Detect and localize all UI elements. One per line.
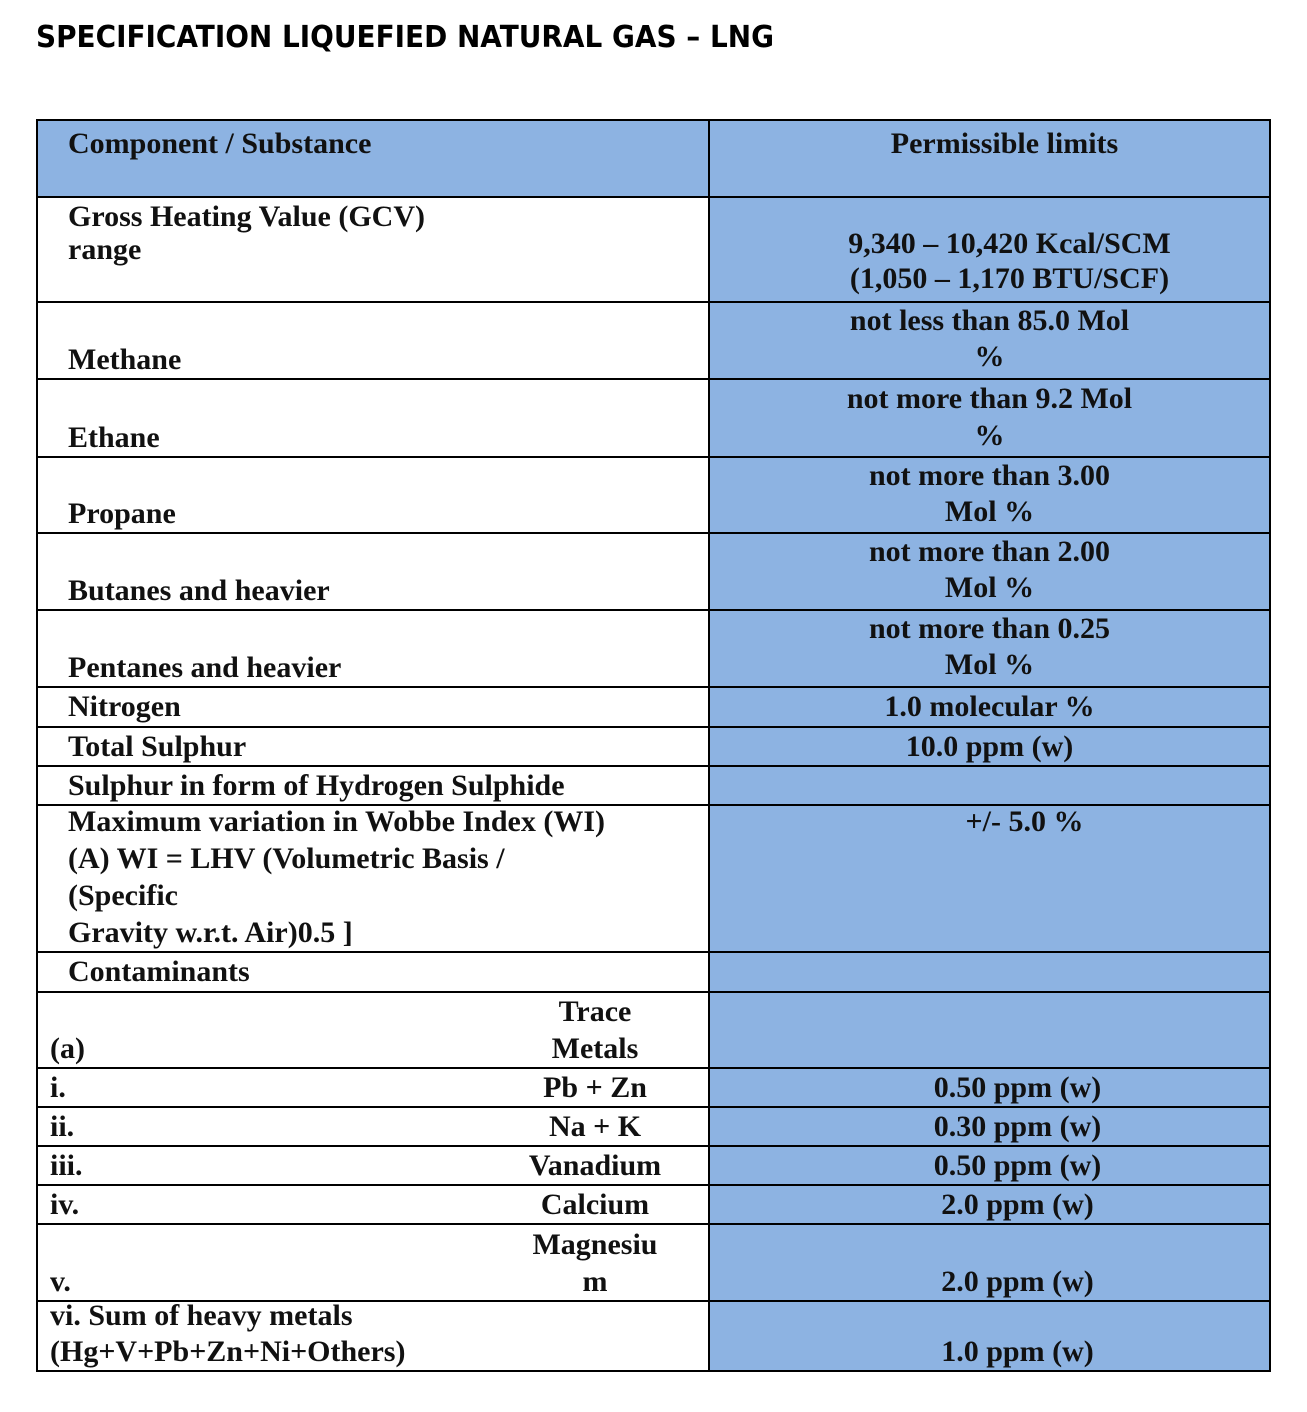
metal-label-cell (37, 1146, 709, 1185)
metal-value-cell (709, 1068, 1270, 1107)
pentanes-value-line1: not more than 0.25 (868, 612, 1111, 645)
metal-name: Pb + Zn (543, 1071, 647, 1104)
table-row (37, 1185, 1270, 1224)
metal-value: 2.0 ppm (w) (941, 1188, 1094, 1221)
magnesium-num: v. (50, 1265, 71, 1298)
butanes-label: Butanes and heavier (68, 574, 330, 607)
nitrogen-value: 1.0 molecular % (884, 690, 1095, 723)
methane-value-line2: % (974, 340, 1005, 373)
methane-label: Methane (68, 343, 182, 376)
propane-value-line1: not more than 3.00 (868, 459, 1111, 492)
butanes-value-cell (709, 533, 1270, 610)
methane-value-cell (709, 302, 1270, 379)
wobbe-label-line3: (Specific (68, 879, 178, 912)
table-row-trace-metals (37, 992, 1270, 1068)
table-row-h2s (37, 766, 1270, 805)
pentanes-value-cell (709, 610, 1270, 687)
propane-label: Propane (68, 497, 176, 530)
sulphur-label: Total Sulphur (68, 730, 247, 763)
ethane-label-cell (37, 379, 709, 457)
table-row-heavy-metals (37, 1301, 1270, 1371)
metal-label-cell (37, 1068, 709, 1107)
gcv-value-line1: 9,340 – 10,420 Kcal/SCM (848, 227, 1171, 260)
magnesium-name-line1: Magnesiu (532, 1228, 658, 1261)
wobbe-label-cell (37, 805, 709, 952)
specification-table (36, 119, 1271, 1372)
methane-label-cell (37, 302, 709, 379)
magnesium-label-cell (37, 1224, 709, 1301)
metal-name: Calcium (540, 1188, 650, 1221)
gcv-label-line1: Gross Heating Value (GCV) (68, 200, 425, 233)
butanes-value-line1: not more than 2.00 (868, 535, 1111, 568)
ethane-label: Ethane (68, 421, 160, 454)
butanes-label-cell (37, 533, 709, 610)
metal-num: ii. (50, 1110, 75, 1143)
h2s-value-cell (709, 766, 1270, 805)
magnesium-name-line2: m (582, 1265, 608, 1298)
metal-label-cell (37, 1107, 709, 1146)
wobbe-value-cell (709, 805, 1270, 952)
header-component-label: Component / Substance (68, 127, 372, 160)
sulphur-value-cell (709, 727, 1270, 766)
ethane-value-cell (709, 379, 1270, 457)
table-row-propane (37, 457, 1270, 533)
table-row-magnesium (37, 1224, 1270, 1301)
ethane-value-line1: not more than 9.2 Mol (846, 382, 1133, 415)
table-row-butanes (37, 533, 1270, 610)
wobbe-label-line2: (A) WI = LHV (Volumetric Basis / (68, 842, 505, 875)
metal-name: Vanadium (528, 1149, 662, 1182)
heavy-value-cell (709, 1301, 1270, 1371)
propane-label-cell (37, 457, 709, 533)
wobbe-value: +/- 5.0 % (965, 805, 1084, 838)
table-row (37, 1107, 1270, 1146)
table-row-ethane (37, 379, 1270, 457)
table-row-wobbe (37, 805, 1270, 952)
metal-value: 0.50 ppm (w) (933, 1149, 1102, 1182)
contaminants-value-cell (709, 952, 1270, 992)
metal-label-cell (37, 1185, 709, 1224)
nitrogen-label: Nitrogen (68, 690, 181, 723)
gcv-label-line2: range (68, 233, 142, 266)
metal-value-cell (709, 1185, 1270, 1224)
magnesium-value: 2.0 ppm (w) (941, 1265, 1094, 1298)
header-limits (709, 120, 1270, 197)
gcv-value-line2: (1,050 – 1,170 BTU/SCF) (849, 262, 1170, 295)
h2s-label: Sulphur in form of Hydrogen Sulphide (68, 769, 565, 802)
nitrogen-value-cell (709, 687, 1270, 727)
pentanes-label-cell (37, 610, 709, 687)
table-row-nitrogen (37, 687, 1270, 727)
header-component (37, 120, 709, 197)
trace-num: (a) (50, 1032, 85, 1065)
table-row-methane (37, 302, 1270, 379)
metal-num: iv. (50, 1188, 80, 1221)
table-row-gcv (37, 197, 1270, 302)
methane-value-line1: not less than 85.0 Mol (849, 304, 1130, 337)
magnesium-value-cell (709, 1224, 1270, 1301)
gcv-label-cell (37, 197, 709, 302)
pentanes-label: Pentanes and heavier (68, 651, 342, 684)
heavy-label-line2: (Hg+V+Pb+Zn+Ni+Others) (50, 1335, 406, 1368)
trace-name-line1: Trace (558, 995, 632, 1028)
heavy-value: 1.0 ppm (w) (941, 1335, 1094, 1368)
metal-value-cell (709, 1107, 1270, 1146)
wobbe-label-line1: Maximum variation in Wobbe Index (WI) (68, 805, 605, 838)
metal-num: iii. (50, 1149, 83, 1182)
metal-value: 0.30 ppm (w) (933, 1110, 1102, 1143)
metal-name: Na + K (548, 1110, 642, 1143)
table-row-pentanes (37, 610, 1270, 687)
header-limits-label: Permissible limits (890, 127, 1119, 160)
header-row (37, 120, 1270, 197)
metal-num: i. (50, 1071, 66, 1104)
contaminants-label-cell (37, 952, 709, 992)
document-title: SPECIFICATION LIQUEFIED NATURAL GAS – LNG (36, 20, 774, 55)
heavy-label-line1: vi. Sum of heavy metals (50, 1299, 353, 1332)
table-row (37, 1146, 1270, 1185)
heavy-label-cell (37, 1301, 709, 1371)
propane-value-line2: Mol % (944, 495, 1035, 528)
butanes-value-line2: Mol % (944, 571, 1035, 604)
wobbe-label-line4: Gravity w.r.t. Air)0.5 ] (68, 916, 353, 949)
table-row-contaminants (37, 952, 1270, 992)
propane-value-cell (709, 457, 1270, 533)
pentanes-value-line2: Mol % (944, 648, 1035, 681)
contaminants-label: Contaminants (68, 955, 250, 988)
trace-name-line2: Metals (551, 1032, 639, 1065)
sulphur-label-cell (37, 727, 709, 766)
metal-value-cell (709, 1146, 1270, 1185)
gcv-value-cell (709, 197, 1270, 302)
table-row-total-sulphur (37, 727, 1270, 766)
metal-value: 0.50 ppm (w) (933, 1071, 1102, 1104)
sulphur-value: 10.0 ppm (w) (905, 730, 1074, 763)
nitrogen-label-cell (37, 687, 709, 727)
ethane-value-line2: % (974, 419, 1005, 452)
trace-value-cell (709, 992, 1270, 1068)
h2s-label-cell (37, 766, 709, 805)
trace-label-cell (37, 992, 709, 1068)
table-row (37, 1068, 1270, 1107)
